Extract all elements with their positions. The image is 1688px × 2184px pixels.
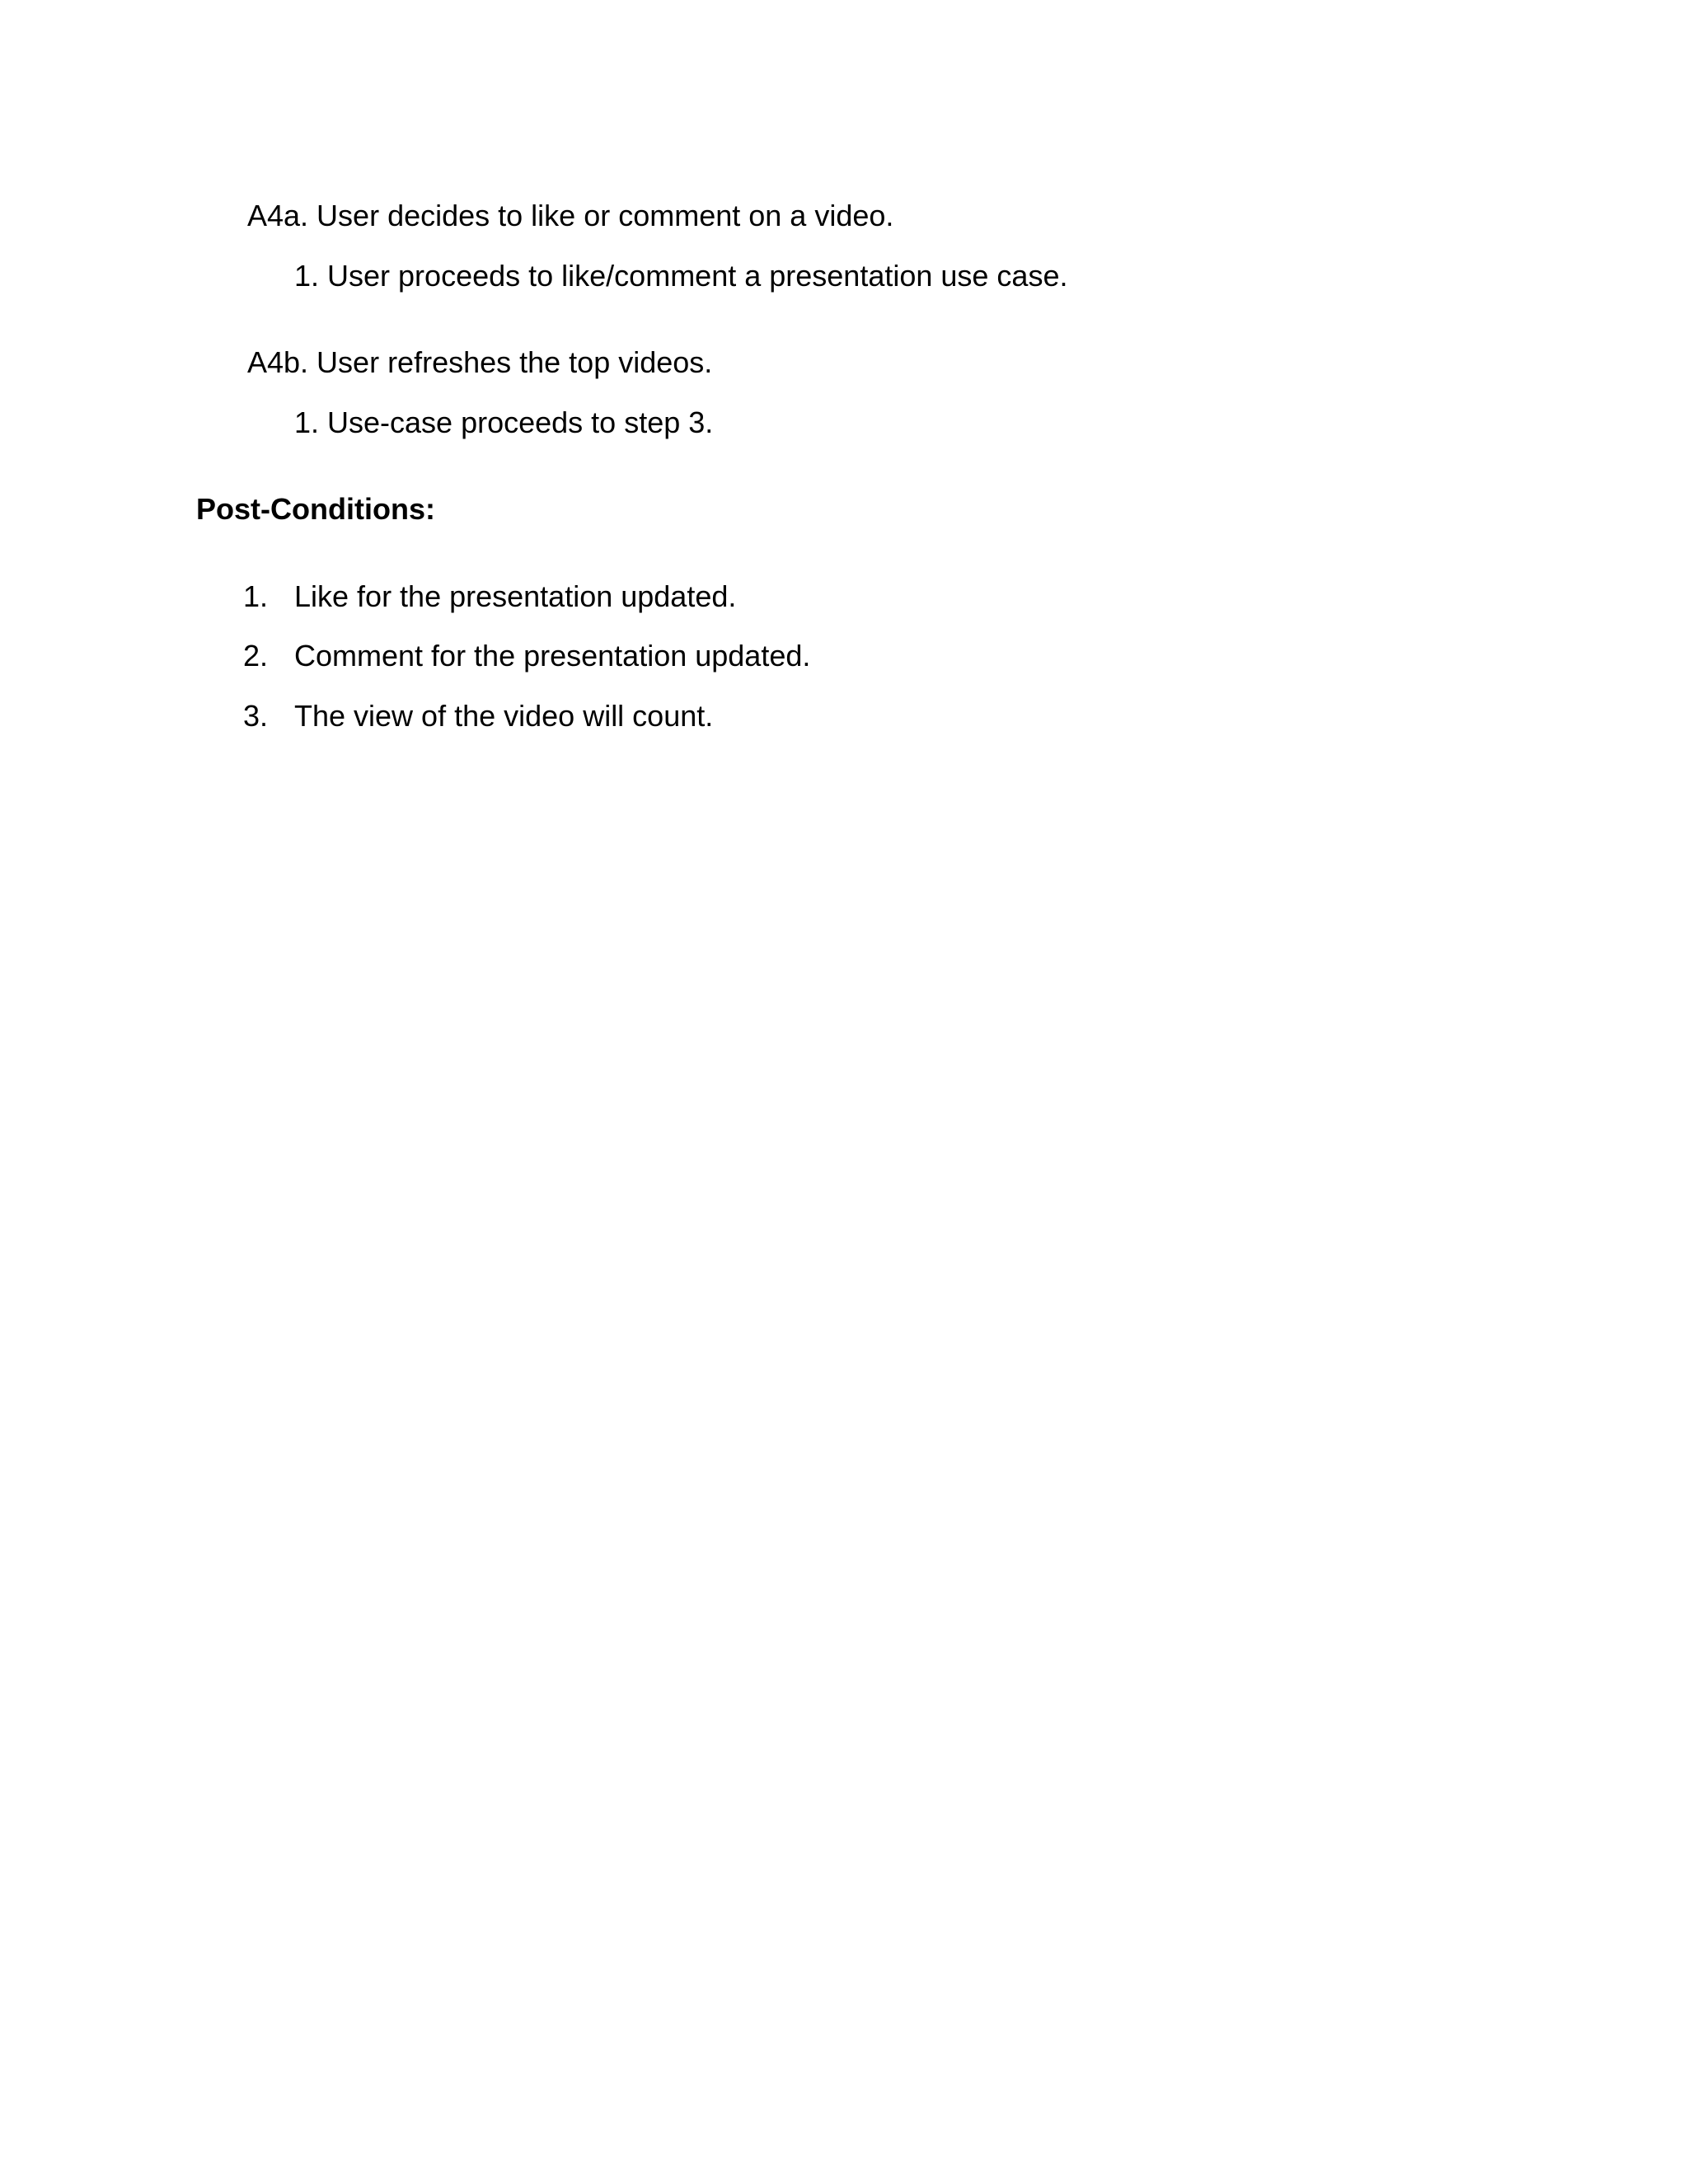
list-number: 2. xyxy=(243,639,269,673)
alternate-flow-a4a-step: 1. User proceeds to like/comment a presentation use case. xyxy=(294,259,1068,293)
list-text: Comment for the presentation updated. xyxy=(294,639,811,673)
alternate-flow-a4a-heading: A4a. User decides to like or comment on a video. xyxy=(247,199,894,232)
post-condition-item xyxy=(243,698,713,734)
alternate-flow-a4b-heading: A4b. User refreshes the top videos. xyxy=(247,345,713,379)
list-number: 1. xyxy=(243,579,269,613)
post-conditions-heading: Post-Conditions: xyxy=(196,492,435,526)
alternate-flow-a4b-step: 1. Use-case proceeds to step 3. xyxy=(294,405,714,439)
list-text: Like for the presentation updated. xyxy=(294,579,737,613)
list-number: 3. xyxy=(243,699,269,733)
list-text: The view of the video will count. xyxy=(294,699,714,733)
post-condition-item xyxy=(243,579,736,615)
post-condition-item xyxy=(243,638,810,674)
